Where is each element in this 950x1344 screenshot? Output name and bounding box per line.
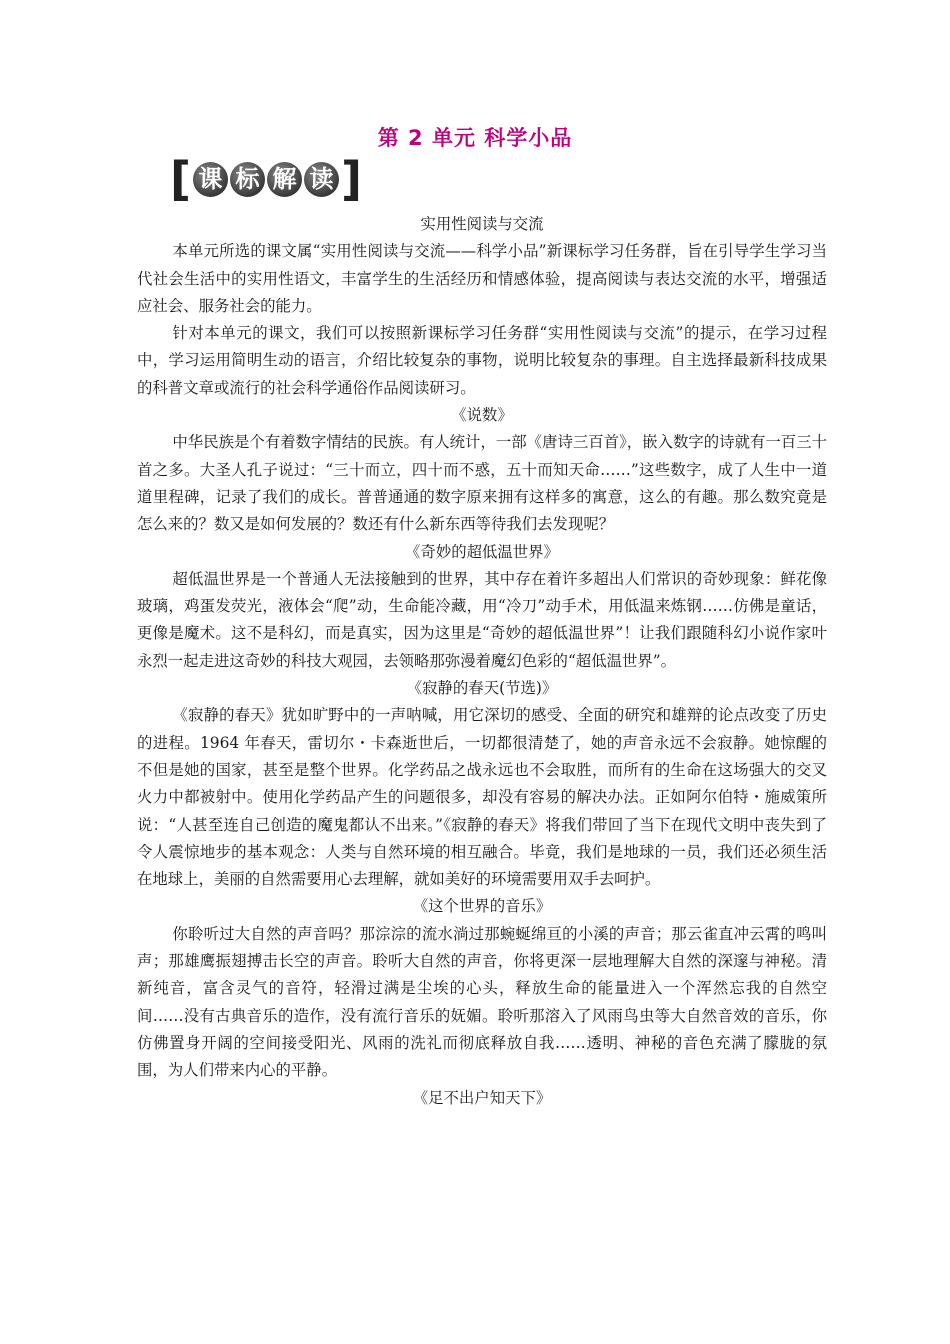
- article-paragraph: 你聆听过大自然的声音吗？那淙淙的流水淌过那蜿蜒绵亘的小溪的声音；那云雀直冲云霄的鸣叫声；那雄鹰振翅搏击长空的声音。聆听大自然的声音，你将更深一层地理解大自然的深邃与神秘。清新纯音，富含灵气的音符，轻滑过满是尘埃的心头，释放生命的能量进入一个浑然忘我的自然空间……没有古典音乐的造作，没有流行音乐的妩媚。聆听那溶入了风雨鸟虫等大自然音效的音乐，你仿佛置身开阔的空间接受阳光、风雨的洗礼而彻底释放自我……透明、神秘的音色充满了朦胧的氛围，为人们带来内心的平静。: [137, 924, 827, 1080]
- article-paragraph: 中华民族是个有着数字情结的民族。有人统计，一部《唐诗三百首》，嵌入数字的诗就有一百三十首之多。大圣人孔子说过：“三十而立，四十而不惑，五十而知天命……”这些数字，成了人生中一道道里程碑，记录了我们的成长。普普通通的数字原来拥有这样多的寓意，这么的有趣。那么数究竟是怎么来的？数又是如何发展的？数还有什么新东西等待我们去发现呢？: [137, 433, 827, 534]
- badge-char: 读: [304, 162, 339, 197]
- badge-char: 标: [230, 162, 265, 197]
- article-paragraph: 超低温世界是一个普通人无法接触到的世界，其中存在着许多超出人们常识的奇妙现象：鲜花像玻璃，鸡蛋发荧光，液体会“爬”动，生命能冷藏，用“冷刀”动手术，用低温来炼钢……仿佛是童话，更像是魔术。这不是科幻，而是真实，因为这里是“奇妙的超低温世界”！让我们跟随科幻小说作家叶永烈一起走进这奇妙的科技大观园，去领略那弥漫着魔幻色彩的“超低温世界”。: [137, 569, 827, 670]
- article-paragraph: 《寂静的春天》犹如旷野中的一声呐喊，用它深切的感受、全面的研究和雄辩的论点改变了历史的进程。1964 年春天，雷切尔・卡森逝世后，一切都很清楚了，她的声音永远不会寂静。她惊醒的不但是她的国家，甚至是整个世界。化学药品之战永远也不会取胜，而所有的生命在这场强大的交叉火力中都被射中。使用化学药品产生的问题很多，却没有容易的解决办法。正如阿尔伯特・施威策所说：“人甚至连自己创造的魔鬼都认不出来。”《寂静的春天》将我们带回了当下在现代文明中丧失到了令人震惊地步的基本观念：人类与自然环境的相互融合。毕竟，我们是地球的一员，我们还必须生活在地球上，美丽的自然需要用心去理解，就如美好的环境需要用双手去呵护。: [137, 706, 827, 889]
- badge-right-bracket: ]: [341, 152, 363, 206]
- document-body: [137, 211, 827, 1112]
- badge-left-bracket: [: [170, 152, 192, 206]
- badge-characters: [193, 162, 339, 197]
- intro-paragraph: 本单元所选的课文属“实用性阅读与交流——科学小品”新课标学习任务群，旨在引导学生学习当代社会生活中的实用性语文，丰富学生的生活经历和情感体验，提高阅读与表达交流的水平，增强适应社会、服务社会的能力。: [137, 242, 827, 315]
- article-title: 《奇妙的超低温世界》: [405, 542, 559, 561]
- article-title: 《说数》: [451, 406, 513, 425]
- section-heading: 实用性阅读与交流: [420, 215, 544, 233]
- unit-title: 第 2 单元 科学小品: [377, 126, 573, 150]
- badge-char: 解: [267, 162, 302, 197]
- intro-paragraph: 针对本单元的课文，我们可以按照新课标学习任务群“实用性阅读与交流”的提示，在学习过程中，学习运用简明生动的语言，介绍比较复杂的事物，说明比较复杂的事理。自主选择最新科技成果的科普文章或流行的社会科学通俗作品阅读研习。: [137, 324, 827, 397]
- article-title: 《寂静的春天(节选)》: [406, 679, 558, 698]
- curriculum-badge: [170, 152, 363, 206]
- badge-char: 课: [193, 162, 228, 197]
- article-title: 《足不出户知天下》: [412, 1088, 552, 1107]
- article-title: 《这个世界的音乐》: [412, 897, 552, 916]
